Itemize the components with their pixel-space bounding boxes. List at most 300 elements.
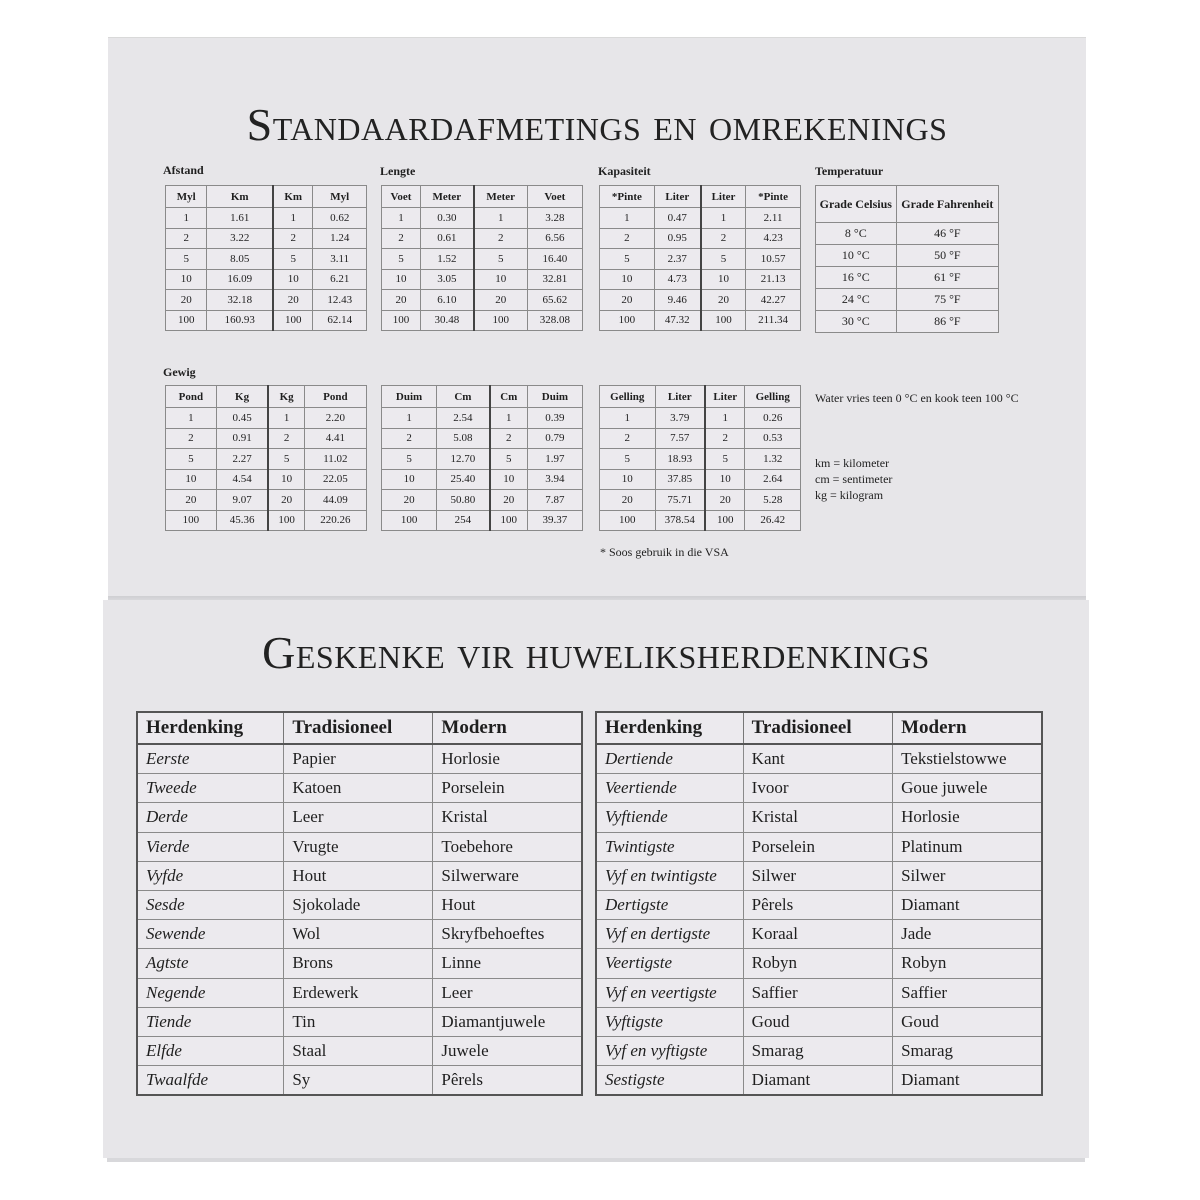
- anniversary-cell: Derde: [137, 803, 284, 832]
- column-header: *Pinte: [746, 186, 801, 208]
- column-header: Meter: [474, 186, 527, 208]
- anniversary-cell: Tiende: [137, 1007, 284, 1036]
- table-row: [600, 510, 801, 531]
- column-header: Tradisioneel: [743, 712, 892, 744]
- table-cell: 5: [166, 249, 207, 270]
- column-header: Kg: [268, 386, 304, 408]
- table-cell: 1: [600, 408, 656, 429]
- table-row: [600, 290, 801, 311]
- table-cell: 0.91: [216, 428, 268, 449]
- table-cell: 100: [701, 310, 746, 331]
- table-cell: 61 °F: [896, 267, 998, 289]
- table-cell: 20: [382, 490, 437, 511]
- anniversary-cell: Twintigste: [596, 832, 743, 861]
- table-cell: 16 °C: [816, 267, 897, 289]
- table-cell: 1: [490, 408, 528, 429]
- table-cell: 20: [382, 290, 421, 311]
- table-kapasiteit: [599, 185, 801, 331]
- table-row: [596, 803, 1042, 832]
- column-header: Liter: [701, 186, 746, 208]
- table-cell: 3.11: [313, 249, 367, 270]
- traditional-cell: Leer: [284, 803, 433, 832]
- table-duim: [381, 385, 583, 531]
- table-cell: 46 °F: [896, 223, 998, 245]
- table-cell: 20: [600, 490, 656, 511]
- table-cell: 65.62: [527, 290, 582, 311]
- table-cell: 3.05: [420, 269, 473, 290]
- table-cell: 10: [166, 469, 217, 490]
- table-cell: 0.30: [420, 208, 473, 229]
- table-cell: 5: [600, 449, 656, 470]
- table-cell: 10: [701, 269, 746, 290]
- traditional-cell: Diamant: [743, 1066, 892, 1096]
- footnote: * Soos gebruik in die VSA: [600, 545, 729, 559]
- traditional-cell: Saffier: [743, 978, 892, 1007]
- label-lengte: Lengte: [380, 164, 416, 178]
- table-cell: 5.28: [745, 490, 801, 511]
- table-cell: 86 °F: [896, 311, 998, 333]
- column-header: Grade Celsius: [816, 186, 897, 223]
- anniversary-cell: Veertigste: [596, 949, 743, 978]
- table-cell: 26.42: [745, 510, 801, 531]
- table-cell: 7.87: [527, 490, 582, 511]
- table-row: [166, 510, 367, 531]
- modern-cell: Diamantjuwele: [433, 1007, 582, 1036]
- table-row: [137, 1007, 582, 1036]
- table-cell: 100: [600, 310, 655, 331]
- table-row: [596, 920, 1042, 949]
- header-row: [382, 186, 583, 208]
- traditional-cell: Sy: [284, 1066, 433, 1096]
- table-cell: 20: [600, 290, 655, 311]
- table-cell: 5.08: [437, 428, 490, 449]
- label-afstand: Afstand: [163, 163, 204, 177]
- table-row: [816, 267, 999, 289]
- anniversary-cell: Negende: [137, 978, 284, 1007]
- anniversary-cell: Sestigste: [596, 1066, 743, 1096]
- table-cell: 2.54: [437, 408, 490, 429]
- bottom-page: [103, 600, 1089, 1158]
- traditional-cell: Kant: [743, 744, 892, 774]
- anniversary-cell: Vyf en veertigste: [596, 978, 743, 1007]
- table-cell: 10: [600, 469, 656, 490]
- table-cell: 6.56: [527, 228, 582, 249]
- modern-cell: Smarag: [893, 1036, 1042, 1065]
- table-cell: 45.36: [216, 510, 268, 531]
- header-row: [137, 712, 582, 744]
- table-row: [382, 490, 583, 511]
- table-cell: 10: [382, 469, 437, 490]
- table-cell: 10.57: [746, 249, 801, 270]
- table-cell: 0.61: [420, 228, 473, 249]
- modern-cell: Leer: [433, 978, 582, 1007]
- column-header: Liter: [705, 386, 745, 408]
- abbreviations: [815, 455, 892, 503]
- page-title: Standaardafmetings en omrekenings: [246, 99, 948, 150]
- table-cell: 1: [268, 408, 304, 429]
- table-cell: 220.26: [304, 510, 366, 531]
- modern-cell: Silwerware: [433, 861, 582, 890]
- column-header: Cm: [490, 386, 528, 408]
- column-header: Modern: [893, 712, 1042, 744]
- table-row: [600, 428, 801, 449]
- traditional-cell: Katoen: [284, 774, 433, 803]
- table-row: [137, 861, 582, 890]
- column-header: Meter: [420, 186, 473, 208]
- traditional-cell: Silwer: [743, 861, 892, 890]
- table-row: [596, 1036, 1042, 1065]
- table-row: [382, 208, 583, 229]
- anniversary-cell: Twaalfde: [137, 1066, 284, 1096]
- table-cell: 25.40: [437, 469, 490, 490]
- table-cell: 4.73: [654, 269, 700, 290]
- table-cell: 6.21: [313, 269, 367, 290]
- table-cell: 0.45: [216, 408, 268, 429]
- table-cell: 75.71: [655, 490, 705, 511]
- table-row: [600, 310, 801, 331]
- table-cell: 50 °F: [896, 245, 998, 267]
- traditional-cell: Hout: [284, 861, 433, 890]
- abbrev-kg: kg = kilogram: [815, 488, 884, 502]
- table-cell: 20: [273, 290, 313, 311]
- table-row: [600, 469, 801, 490]
- table-cell: 8 °C: [816, 223, 897, 245]
- table-cell: 8.05: [207, 249, 273, 270]
- table-temperatuur: [815, 185, 999, 333]
- table-cell: 1: [705, 408, 745, 429]
- table-row: [816, 311, 999, 333]
- water-note: Water vries teen 0 °C en kook teen 100 °C: [815, 391, 1019, 405]
- table-cell: 7.57: [655, 428, 705, 449]
- table-row: [596, 890, 1042, 919]
- table-row: [137, 920, 582, 949]
- table-cell: 2: [474, 228, 527, 249]
- modern-cell: Horlosie: [433, 744, 582, 774]
- table-cell: 22.05: [304, 469, 366, 490]
- table-cell: 1.97: [527, 449, 582, 470]
- table-row: [382, 469, 583, 490]
- table-row: [816, 289, 999, 311]
- table-cell: 10: [273, 269, 313, 290]
- table-row: [166, 408, 367, 429]
- anniversary-cell: Vyf en vyftigste: [596, 1036, 743, 1065]
- modern-cell: Diamant: [893, 890, 1042, 919]
- table-row: [600, 490, 801, 511]
- label-temperatuur: Temperatuur: [815, 164, 884, 178]
- table-cell: 5: [273, 249, 313, 270]
- table-cell: 0.53: [745, 428, 801, 449]
- table-row: [166, 469, 367, 490]
- table-cell: 0.62: [313, 208, 367, 229]
- table-cell: 5: [705, 449, 745, 470]
- table-cell: 50.80: [437, 490, 490, 511]
- column-header: *Pinte: [600, 186, 655, 208]
- table-cell: 2: [273, 228, 313, 249]
- anniversary-cell: Vierde: [137, 832, 284, 861]
- table-cell: 5: [474, 249, 527, 270]
- table-row: [137, 890, 582, 919]
- table-row: [382, 428, 583, 449]
- table-cell: 20: [490, 490, 528, 511]
- modern-cell: Juwele: [433, 1036, 582, 1065]
- table-afstand: [165, 185, 367, 331]
- table-cell: 1: [166, 408, 217, 429]
- table-cell: 1: [701, 208, 746, 229]
- table-row: [137, 949, 582, 978]
- table-cell: 16.09: [207, 269, 273, 290]
- table-cell: 2: [490, 428, 528, 449]
- table-cell: 2.27: [216, 449, 268, 470]
- table-row: [382, 290, 583, 311]
- traditional-cell: Sjokolade: [284, 890, 433, 919]
- table-cell: 5: [268, 449, 304, 470]
- table-cell: 62.14: [313, 310, 367, 331]
- anniversary-cell: Vyftiende: [596, 803, 743, 832]
- table-cell: 2: [701, 228, 746, 249]
- abbrev-km: km = kilometer: [815, 456, 890, 470]
- top-page: [108, 37, 1086, 598]
- modern-cell: Saffier: [893, 978, 1042, 1007]
- table-cell: 100: [600, 510, 656, 531]
- table-cell: 24 °C: [816, 289, 897, 311]
- table-row: [816, 223, 999, 245]
- column-header: Herdenking: [137, 712, 284, 744]
- column-header: Myl: [313, 186, 367, 208]
- anniversary-cell: Elfde: [137, 1036, 284, 1065]
- traditional-cell: Pêrels: [743, 890, 892, 919]
- table-row: [382, 249, 583, 270]
- table-cell: 100: [490, 510, 528, 531]
- table-cell: 0.95: [654, 228, 700, 249]
- table-cell: 20: [474, 290, 527, 311]
- table-row: [600, 269, 801, 290]
- table-row: [382, 408, 583, 429]
- table-row: [596, 832, 1042, 861]
- table-cell: 2: [382, 428, 437, 449]
- table-cell: 328.08: [527, 310, 582, 331]
- table-cell: 100: [705, 510, 745, 531]
- table-cell: 20: [166, 290, 207, 311]
- traditional-cell: Porselein: [743, 832, 892, 861]
- traditional-cell: Papier: [284, 744, 433, 774]
- anniversary-cell: Dertiende: [596, 744, 743, 774]
- column-header: Duim: [527, 386, 582, 408]
- table-cell: 20: [166, 490, 217, 511]
- table-row: [166, 228, 367, 249]
- table-cell: 2.11: [746, 208, 801, 229]
- section-title: Geskenke vir huweliksherdenkings: [262, 627, 930, 678]
- table-cell: 1.32: [745, 449, 801, 470]
- table-cell: 0.79: [527, 428, 582, 449]
- table-cell: 10: [600, 269, 655, 290]
- table-cell: 9.46: [654, 290, 700, 311]
- modern-cell: Robyn: [893, 949, 1042, 978]
- table-cell: 2: [166, 428, 217, 449]
- traditional-cell: Goud: [743, 1007, 892, 1036]
- table-cell: 4.23: [746, 228, 801, 249]
- anniversary-cell: Eerste: [137, 744, 284, 774]
- table-cell: 10: [166, 269, 207, 290]
- table-cell: 21.13: [746, 269, 801, 290]
- table-cell: 2: [382, 228, 421, 249]
- table-cell: 5: [382, 449, 437, 470]
- column-header: Cm: [437, 386, 490, 408]
- table-cell: 10 °C: [816, 245, 897, 267]
- modern-cell: Tekstielstowwe: [893, 744, 1042, 774]
- table-cell: 100: [166, 510, 217, 531]
- column-header: Voet: [527, 186, 582, 208]
- table-cell: 211.34: [746, 310, 801, 331]
- table-cell: 4.54: [216, 469, 268, 490]
- table-cell: 20: [701, 290, 746, 311]
- table-cell: 1: [600, 208, 655, 229]
- modern-cell: Horlosie: [893, 803, 1042, 832]
- column-header: Km: [273, 186, 313, 208]
- table-row: [816, 245, 999, 267]
- column-header: Modern: [433, 712, 582, 744]
- table-row: [382, 310, 583, 331]
- table-cell: 160.93: [207, 310, 273, 331]
- modern-cell: Kristal: [433, 803, 582, 832]
- table-cell: 3.94: [527, 469, 582, 490]
- table-cell: 32.18: [207, 290, 273, 311]
- table-row: [137, 774, 582, 803]
- table-row: [166, 249, 367, 270]
- traditional-cell: Wol: [284, 920, 433, 949]
- table-cell: 378.54: [655, 510, 705, 531]
- table-lengte: [381, 185, 583, 331]
- table-cell: 10: [382, 269, 421, 290]
- anniversary-cell: Veertiende: [596, 774, 743, 803]
- table-cell: 2: [268, 428, 304, 449]
- table-cell: 10: [490, 469, 528, 490]
- table-cell: 1: [382, 208, 421, 229]
- header-row: [166, 386, 367, 408]
- column-header: Myl: [166, 186, 207, 208]
- table-cell: 1: [166, 208, 207, 229]
- table-row: [600, 249, 801, 270]
- traditional-cell: Brons: [284, 949, 433, 978]
- table-cell: 5: [382, 249, 421, 270]
- table-cell: 4.41: [304, 428, 366, 449]
- anniversary-cell: Vyftigste: [596, 1007, 743, 1036]
- table-cell: 30 °C: [816, 311, 897, 333]
- modern-cell: Hout: [433, 890, 582, 919]
- anniversary-cell: Dertigste: [596, 890, 743, 919]
- table-row: [137, 978, 582, 1007]
- table-row: [382, 510, 583, 531]
- table-row: [600, 208, 801, 229]
- modern-cell: Goue juwele: [893, 774, 1042, 803]
- traditional-cell: Koraal: [743, 920, 892, 949]
- table-row: [596, 978, 1042, 1007]
- anniversary-cell: Vyf en twintigste: [596, 861, 743, 890]
- table-cell: 2: [600, 228, 655, 249]
- table-cell: 100: [474, 310, 527, 331]
- traditional-cell: Vrugte: [284, 832, 433, 861]
- modern-cell: Linne: [433, 949, 582, 978]
- column-header: Grade Fahrenheit: [896, 186, 998, 223]
- table-cell: 1.24: [313, 228, 367, 249]
- table-cell: 47.32: [654, 310, 700, 331]
- label-kapasiteit: Kapasiteit: [598, 164, 651, 178]
- table-row: [600, 228, 801, 249]
- table-cell: 100: [268, 510, 304, 531]
- traditional-cell: Staal: [284, 1036, 433, 1065]
- table-cell: 3.28: [527, 208, 582, 229]
- table-cell: 20: [268, 490, 304, 511]
- table-row: [137, 803, 582, 832]
- table-row: [382, 269, 583, 290]
- modern-cell: Porselein: [433, 774, 582, 803]
- column-header: Liter: [655, 386, 705, 408]
- header-row: [166, 186, 367, 208]
- table-row: [137, 1036, 582, 1065]
- header-row: [816, 186, 999, 223]
- column-header: Km: [207, 186, 273, 208]
- modern-cell: Goud: [893, 1007, 1042, 1036]
- table-cell: 100: [166, 310, 207, 331]
- table-cell: 2: [600, 428, 656, 449]
- table-row: [166, 290, 367, 311]
- anniversary-cell: Vyf en dertigste: [596, 920, 743, 949]
- table-cell: 5: [701, 249, 746, 270]
- column-header: Gelling: [745, 386, 801, 408]
- table-cell: 5: [166, 449, 217, 470]
- header-row: [600, 186, 801, 208]
- column-header: Pond: [166, 386, 217, 408]
- modern-cell: Skryfbehoeftes: [433, 920, 582, 949]
- table-cell: 10: [705, 469, 745, 490]
- column-header: Gelling: [600, 386, 656, 408]
- table-cell: 1.61: [207, 208, 273, 229]
- table-row: [137, 1066, 582, 1096]
- table-cell: 11.02: [304, 449, 366, 470]
- table-row: [596, 774, 1042, 803]
- modern-cell: Platinum: [893, 832, 1042, 861]
- table-cell: 100: [382, 310, 421, 331]
- column-header: Kg: [216, 386, 268, 408]
- table-cell: 42.27: [746, 290, 801, 311]
- table-row: [596, 1066, 1042, 1096]
- table-cell: 3.22: [207, 228, 273, 249]
- table-cell: 6.10: [420, 290, 473, 311]
- table-cell: 1: [273, 208, 313, 229]
- column-header: Liter: [654, 186, 700, 208]
- table-cell: 18.93: [655, 449, 705, 470]
- table-cell: 1: [382, 408, 437, 429]
- column-header: Herdenking: [596, 712, 743, 744]
- table-row: [596, 744, 1042, 774]
- table-cell: 16.40: [527, 249, 582, 270]
- table-gewig: [165, 385, 367, 531]
- modern-cell: Toebehore: [433, 832, 582, 861]
- anniversary-cell: Sewende: [137, 920, 284, 949]
- column-header: Pond: [304, 386, 366, 408]
- table-row: [382, 228, 583, 249]
- table-cell: 5: [600, 249, 655, 270]
- table-row: [137, 832, 582, 861]
- traditional-cell: Ivoor: [743, 774, 892, 803]
- table-row: [166, 449, 367, 470]
- table-row: [382, 449, 583, 470]
- table-cell: 5: [490, 449, 528, 470]
- table-cell: 10: [268, 469, 304, 490]
- modern-cell: Diamant: [893, 1066, 1042, 1096]
- abbrev-cm: cm = sentimeter: [815, 472, 893, 486]
- table-row: [137, 744, 582, 774]
- table-cell: 0.39: [527, 408, 582, 429]
